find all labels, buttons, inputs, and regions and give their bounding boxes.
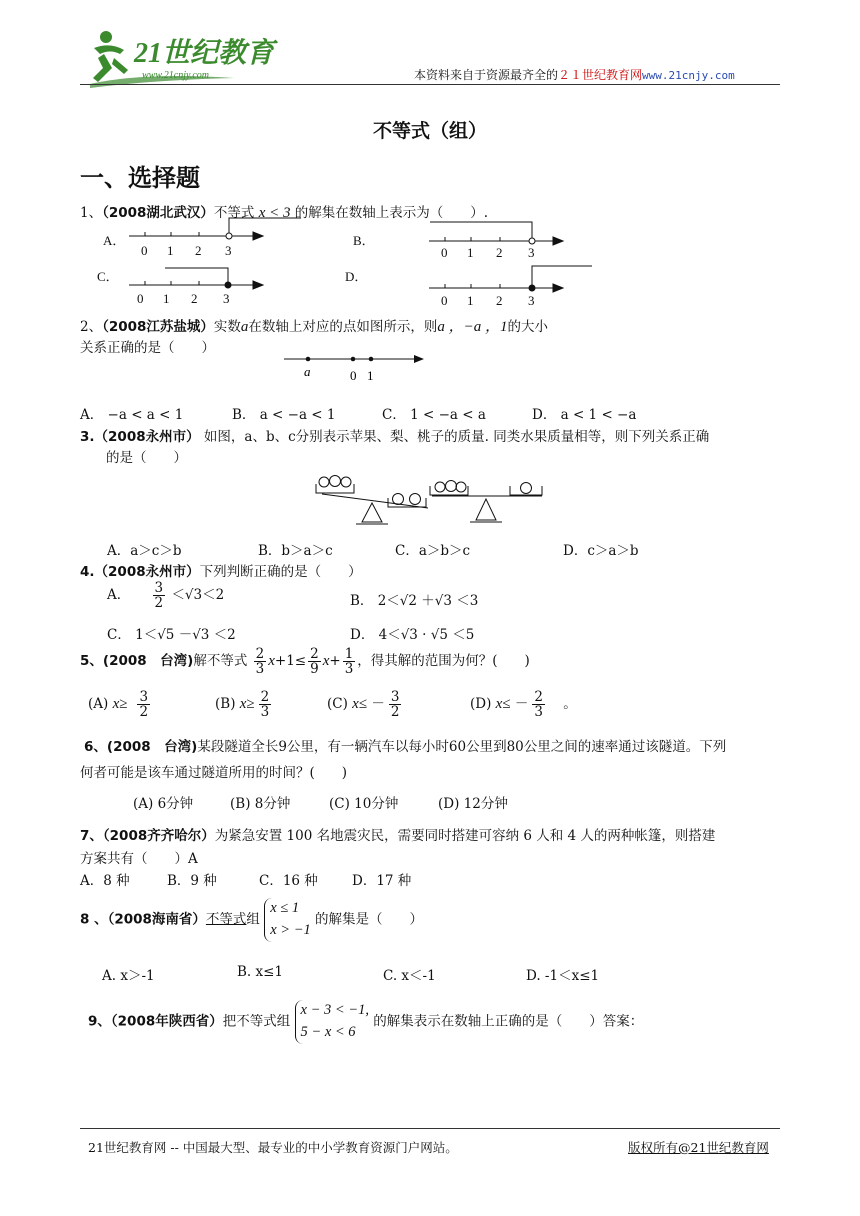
q7-option-b: B．9 种: [167, 873, 217, 889]
question-7-line2: 方案共有（ ）A: [80, 851, 198, 867]
svg-text:0: 0: [137, 291, 144, 306]
section-heading: 一、选择题: [80, 164, 200, 192]
q3-option-b: B．b＞a＞c: [258, 543, 333, 559]
header-divider: [80, 84, 780, 85]
page-title: 不等式（组）: [372, 120, 487, 142]
logo-wordmark: 21世纪教育: [134, 38, 275, 69]
q5-option-c: (C) x≤ － $\frac{3}{2}$: [327, 689, 400, 721]
question-2: 2、（2008江苏盐城）实数a在数轴上对应的点如图所示，则a ，−a ，1的大小: [80, 319, 549, 335]
svg-text:3: 3: [528, 245, 535, 260]
footer-left: 21世纪教育网 -- 中国最大型、最专业的中小学教育资源门户网站。: [88, 1140, 458, 1155]
q8-option-b: B. x≤1: [237, 964, 284, 980]
header-url[interactable]: www.21cnjy.com: [642, 69, 735, 82]
q3-option-a: A．a＞c＞b: [107, 543, 182, 559]
q7-option-a: A．8 种: [80, 873, 130, 889]
svg-text:a: a: [304, 364, 311, 379]
q8-option-c: C. x＜-1: [383, 968, 436, 984]
q5-option-b: (B) x≥ $\frac{2}{3}$: [215, 689, 270, 721]
q3-option-d: D．c＞a＞b: [563, 543, 639, 559]
question-1: 1、（2008湖北武汉）不等式 x < 3 的解集在数轴上表示为（ ）.: [80, 205, 489, 221]
q2-option-a: A． −a < a < 1: [80, 407, 184, 423]
q4-option-b: B． 2＜√2 ＋√3 ＜3: [350, 593, 479, 609]
svg-text:B．: B．: [353, 233, 375, 248]
q3-option-c: C．a＞b＞c: [395, 543, 471, 559]
svg-text:0: 0: [141, 243, 148, 258]
svg-text:2: 2: [195, 243, 202, 258]
question-3: 3.（2008永州市） 如图，a、b、c分别表示苹果、梨、桃子的质量. 同类水果质量相等，则下列关系正确: [80, 429, 710, 445]
q7-option-c: C．16 种: [259, 873, 318, 889]
svg-text:3: 3: [225, 243, 232, 258]
q2-number-line: [280, 350, 430, 384]
header-note: 本资料来自于资源最齐全的２１世纪教育网www.21cnjy.com: [414, 68, 735, 82]
svg-text:1: 1: [167, 243, 174, 258]
question-6-line2: 何者可能是该车通过隧道所用的时间？( ): [80, 765, 348, 781]
q2-option-c: C． 1 < −a < a: [382, 407, 486, 423]
header-site-name: ２１世纪教育网: [558, 68, 643, 82]
q5-option-d: (D) x≤ － $\frac{2}{3}$ 。: [470, 689, 577, 721]
svg-text:3: 3: [528, 293, 535, 308]
svg-text:3: 3: [223, 291, 230, 306]
q3-balance-scales: [310, 466, 550, 528]
q8-option-d: D. -1＜x≤1: [526, 968, 600, 984]
q9-system: x − 3 < −1, 5 − x < 6: [295, 1000, 369, 1044]
q2-option-d: D． a < 1 < −a: [532, 407, 637, 423]
q6-option-a: (A) 6分钟: [133, 796, 194, 812]
svg-text:1: 1: [367, 368, 374, 383]
svg-text:C．: C．: [97, 269, 119, 284]
q5-option-a: (A) x≥ $\frac{3}{2}$: [88, 689, 149, 721]
q4-option-c: C． 1＜√5 －√3 ＜2: [107, 627, 236, 643]
q8-system: x ≤ 1 x > −1: [264, 898, 311, 942]
q8-option-a: A. x＞-1: [102, 968, 155, 984]
site-logo: [84, 28, 294, 90]
q6-option-c: (C) 10分钟: [329, 796, 399, 812]
question-9: 9、（2008年陕西省）把不等式组 x − 3 < −1, 5 − x < 6 的解集表示在数轴上正确的是（ ）答案：: [88, 1000, 643, 1044]
question-5: 5、(2008 台湾)解不等式 $\frac{2}{3}$ x+1≤ $\frac{2}{9}$ x+ $\frac{1}{3}$ ，得其解的范围为何？( ): [80, 646, 530, 678]
footer-divider: [80, 1128, 780, 1129]
footer-copyright-link[interactable]: 版权所有@21世纪教育网: [628, 1140, 769, 1155]
question-2-line2: 关系正确的是（ ）: [80, 340, 215, 356]
q4-option-d: D． 4＜√3 · √5 ＜5: [350, 627, 475, 643]
svg-text:2: 2: [496, 293, 503, 308]
question-3-line2: 的是（ ）: [106, 450, 187, 466]
svg-text:1: 1: [467, 245, 474, 260]
svg-text:1: 1: [467, 293, 474, 308]
q4-option-a: A． $\frac{3}{2}$ ＜√3＜2: [107, 580, 225, 612]
svg-text:0: 0: [441, 245, 448, 260]
svg-text:2: 2: [191, 291, 198, 306]
q6-option-d: (D) 12分钟: [438, 796, 508, 812]
svg-text:2: 2: [496, 245, 503, 260]
question-7: 7、（2008齐齐哈尔）为紧急安置 100 名地震灾民，需要同时搭建可容纳 6 人和 4 人的两种帐篷，则搭建: [80, 828, 716, 844]
question-8: 8 、（2008海南省）不等式组 x ≤ 1 x > −1 的解集是（ ）: [80, 898, 423, 942]
q7-option-d: D．17 种: [352, 873, 412, 889]
q8-link[interactable]: 不等式: [205, 911, 247, 928]
svg-text:A．: A．: [103, 233, 126, 248]
question-6: 6、(2008 台湾)某段隧道全长9公里，有一辆汽车以每小时60公里到80公里之间的速率通过该隧道。下列: [84, 739, 727, 755]
q6-option-b: (B) 8分钟: [230, 796, 291, 812]
svg-text:D．: D．: [345, 269, 368, 284]
q1-number-lines: [95, 214, 635, 312]
svg-text:0: 0: [350, 368, 357, 383]
q2-option-b: B． a < −a < 1: [232, 407, 336, 423]
question-4: 4.（2008永州市）下列判断正确的是（ ）: [80, 564, 362, 580]
svg-text:0: 0: [441, 293, 448, 308]
svg-text:1: 1: [163, 291, 170, 306]
logo-url: www.21cnjy.com: [142, 70, 210, 81]
